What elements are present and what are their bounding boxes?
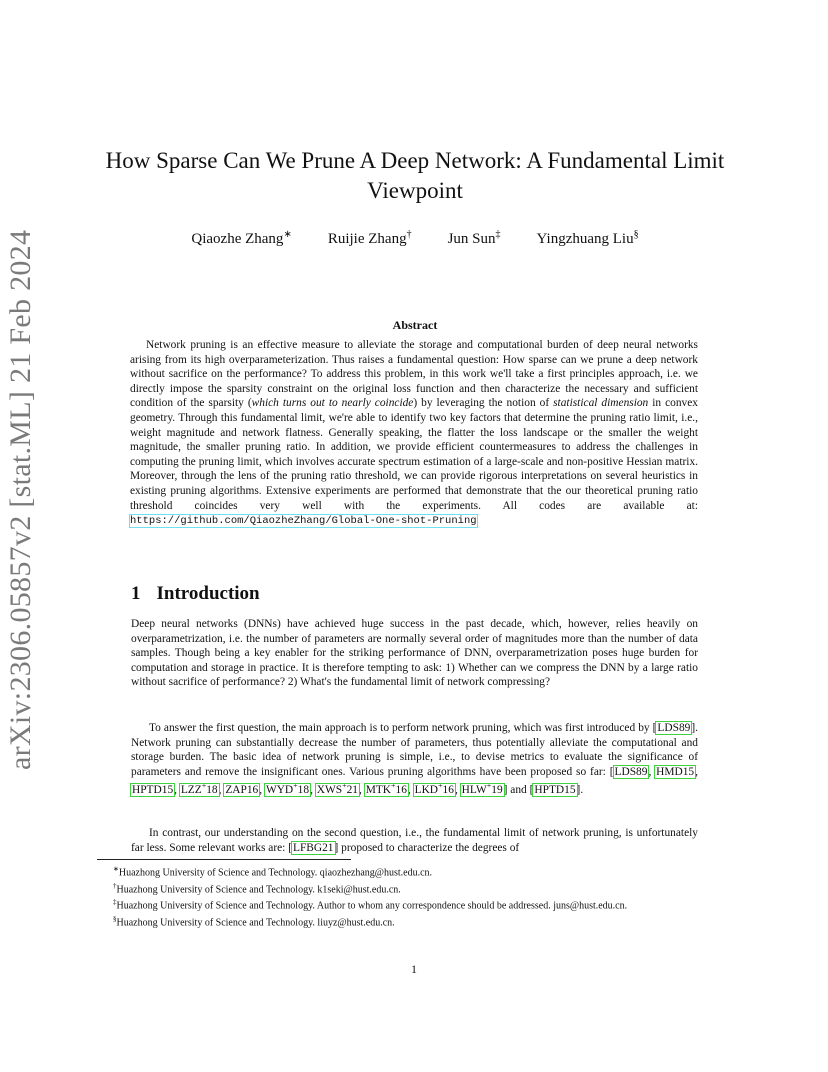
section-heading: 1 Introduction (131, 583, 260, 604)
footnote-divider (97, 859, 351, 860)
author: Yingzhuang Liu§ (536, 229, 639, 247)
citation-link[interactable]: HMD15 (656, 765, 695, 778)
citation-link[interactable]: HPTD15 (534, 784, 576, 797)
intro-paragraph-3: In contrast, our understanding on the second question, i.e., the fundamental limit of network pruning, is unfortunately far less. Some relevant works are: [LFBG21] proposed to characterize the degrees of (131, 827, 698, 854)
code-repository-link[interactable]: https://github.com/QiaozheZhang/Global-One-shot-Pruning (130, 515, 477, 528)
citation-link[interactable]: LKD+16 (414, 781, 454, 797)
arxiv-identifier: arXiv:2306.05857v2 [stat.ML] 21 Feb 2024 (4, 229, 37, 770)
citation-link[interactable]: MTK+16 (365, 781, 407, 797)
citation-link[interactable]: LDS89 (614, 765, 648, 778)
citation-link[interactable]: HLW+19 (461, 781, 503, 797)
author: Qiaozhe Zhang∗ (191, 229, 292, 247)
footnote: ∗Huazhong University of Science and Technology. qiaozhezhang@hust.edu.cn. (113, 865, 433, 879)
footnote: ‡Huazhong University of Science and Technology. Author to whom any correspondence should be addressed. juns@hust.edu.cn. (113, 898, 628, 912)
author-list (130, 229, 700, 248)
citation-link[interactable]: WYD+18 (265, 781, 310, 797)
paper-title: How Sparse Can We Prune A Deep Network: A Fundamental Limit Viewpoint (105, 148, 725, 203)
intro-paragraph-1: Deep neural networks (DNNs) have achieved huge success in the past decade, which, however, relies heavily on overparametrization, i.e. the number of parameters are normally several order of magnitudes more than the number of data samples. Though being a key enabler for the striking performance of DNN, overparametrization poses huge burden for computation and storage in practice. It is therefore tempting to ask: 1) Whether can we compress the DNN by a large ratio without sacrifice of performance? 2) What's the fundamental limit of network compressing? (131, 618, 698, 689)
citation-link[interactable]: LDS89 (657, 722, 691, 734)
citation-link[interactable]: ZAP16 (225, 784, 259, 797)
intro-paragraph-2: To answer the first question, the main approach is to perform network pruning, which was first introduced by [LDS89]. Network pruning can substantially decrease the number of parameters, thus potentially alleviate the computational and storage burden. The basic idea of network pruning is simple, i.e., to devise metrics to evaluate the significance of parameters and remove the insignificant ones. Various pruning algorithms have been proposed so far: [LDS89, HMD15, HPTD15, LZZ+18, ZAP16, WYD+18, XWS+21, MTK+16, LKD+16, HLW+19] and [HPTD15]. (131, 722, 698, 797)
page-number: 1 (411, 962, 417, 976)
abstract-body: Network pruning is an effective measure to alleviate the storage and computational burden of deep neural networks arising from its high overparameterization. Thus raises a fundamental question: How sparse can we prune a deep network without sacrifice on the performance? To address this problem, in this work we'll take a first principles approach, i.e. we directly impose the sparsity constraint on the original loss function and then characterize the necessary and sufficient condition of the sparsity (which turns out to nearly coincide) by leveraging the notion of statistical dimension in convex geometry. Through this fundamental limit, we're able to identify two key factors that determine the pruning ratio limit, i.e., weight magnitude and network flatness. Generally speaking, the flatter the loss landscape or the smaller the weight magnitude, the smaller pruning ratio. In addition, we provide efficient countermeasures to address the challenges in computing the pruning limit, which involves accurate spectrum estimation of a large-scale and non-positive Hessian matrix. Moreover, through the lens of the pruning ratio threshold, we can provide rigorous interpretations on several heuristics in existing pruning algorithms. Extensive experiments are performed that demonstrate that the our theoretical pruning ratio threshold coincides very well with the experiments. All codes are available at: https://github.com/QiaozheZhang/Global-One-shot-Pruning (130, 339, 698, 528)
citation-link[interactable]: LZZ+18 (180, 781, 218, 797)
footnotes (97, 863, 733, 929)
footnote: †Huazhong University of Science and Technology. k1seki@hust.edu.cn. (113, 881, 401, 895)
citation-link[interactable]: LFBG21 (293, 841, 334, 854)
citation-link[interactable]: XWS+21 (316, 781, 358, 797)
author: Ruijie Zhang† (327, 229, 412, 247)
footnote: §Huazhong University of Science and Technology. liuyz@hust.edu.cn. (113, 914, 395, 928)
abstract-heading: Abstract (392, 318, 438, 332)
author: Jun Sun‡ (447, 229, 501, 247)
citation-link[interactable]: HPTD15 (132, 784, 174, 797)
